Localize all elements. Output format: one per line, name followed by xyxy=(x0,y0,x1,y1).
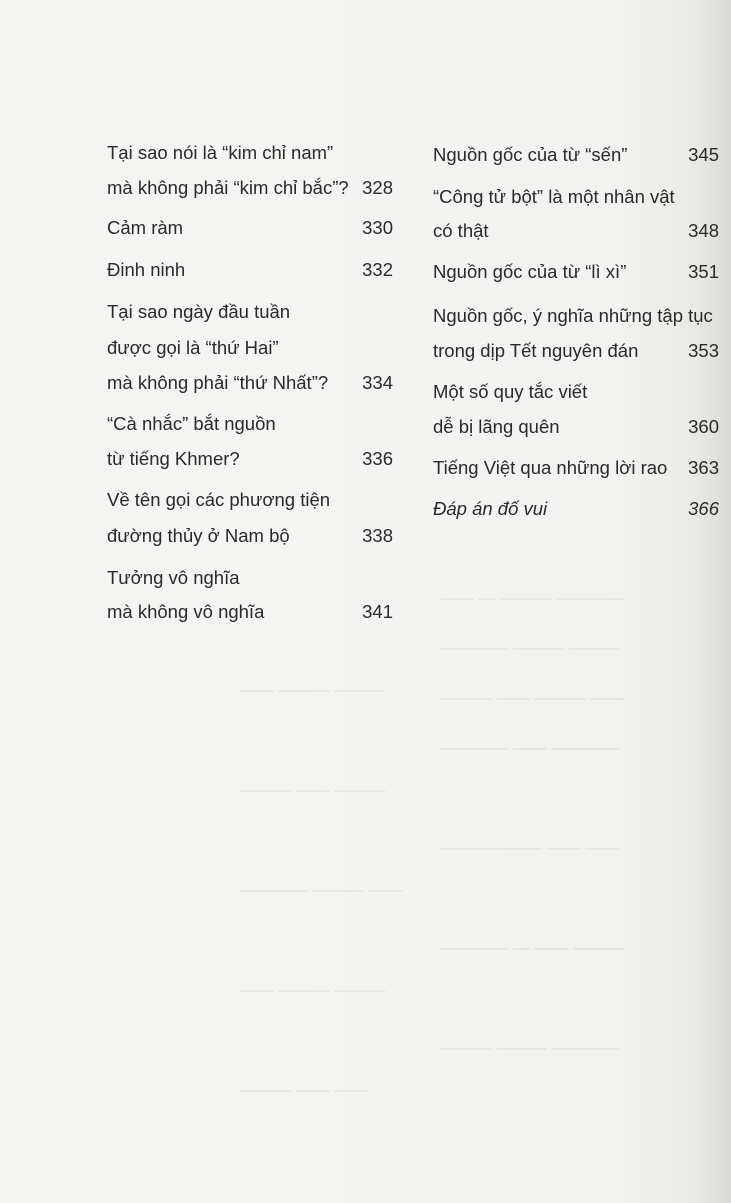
toc-page-number: 360 xyxy=(688,416,719,437)
toc-page-number: 328 xyxy=(362,177,393,198)
toc-entry-title: Tưởng vô nghĩa xyxy=(107,567,240,588)
toc-entry-line xyxy=(433,216,719,246)
toc-entry-line xyxy=(433,140,719,170)
toc-page-number: 338 xyxy=(362,525,393,546)
toc-page-number: 336 xyxy=(362,448,393,469)
show-through-text: ——— —— ——— xyxy=(240,780,386,799)
toc-entry-title: Tiếng Việt qua những lời rao xyxy=(433,457,668,478)
toc-entry-line xyxy=(433,453,719,483)
toc-entry-title: Nguồn gốc, ý nghĩa những tập tục xyxy=(433,305,713,326)
toc-entry-title: mà không phải “thứ Nhất”? xyxy=(107,372,329,393)
toc-entry-title: “Cà nhắc” bắt nguồn xyxy=(107,413,276,434)
toc-page-number: 332 xyxy=(362,259,393,280)
toc-page-number: 330 xyxy=(362,217,393,238)
show-through-text: ——— ——— —— xyxy=(240,680,386,699)
show-through-text: ——— —— — ———— xyxy=(440,938,625,957)
toc-entry-title: mà không vô nghĩa xyxy=(107,601,265,622)
show-through-text: —— —— ——— xyxy=(240,1080,369,1099)
toc-entry-title: Tại sao ngày đầu tuần xyxy=(107,301,291,322)
toc-entry-line xyxy=(107,255,393,285)
show-through-text: —— ——— ———— xyxy=(240,880,403,899)
toc-entry-title: mà không phải “kim chỉ bắc”? xyxy=(107,177,349,198)
toc-entry-line xyxy=(433,377,719,407)
show-through-text: ———— ——— ——— xyxy=(440,1038,620,1057)
show-through-text: ——— ——— ———— xyxy=(440,638,620,657)
toc-entry-line xyxy=(107,173,393,203)
show-through-text: ——— ——— —— xyxy=(240,980,386,999)
toc-entry-title: Tại sao nói là “kim chỉ nam” xyxy=(107,142,334,163)
toc-entry-title: Nguồn gốc của từ “lì xì” xyxy=(433,261,627,282)
toc-page-number: 351 xyxy=(688,261,719,282)
toc-entry-title: từ tiếng Khmer? xyxy=(107,448,240,469)
toc-entry-title: có thật xyxy=(433,220,489,241)
toc-entry-title: đường thủy ở Nam bộ xyxy=(107,525,290,546)
toc-page-number: 353 xyxy=(688,340,719,361)
toc-page-number: 345 xyxy=(688,144,719,165)
toc-entry-title: Đáp án đố vui xyxy=(433,498,548,519)
toc-page-number: 363 xyxy=(688,457,719,478)
show-through-text: —— —— —————— xyxy=(440,838,620,857)
toc-entry-line xyxy=(433,336,719,366)
toc-entry-title: Đinh ninh xyxy=(107,259,186,280)
toc-entry-title: Nguồn gốc của từ “sến” xyxy=(433,144,628,165)
toc-page-number: 348 xyxy=(688,220,719,241)
toc-entry-line xyxy=(107,333,393,363)
toc-page-number: 334 xyxy=(362,372,393,393)
toc-entry-line xyxy=(107,297,393,327)
toc-entry-line xyxy=(107,597,393,627)
toc-entry-line xyxy=(433,257,719,287)
toc-entry-title: Về tên gọi các phương tiện xyxy=(107,489,331,510)
show-through-text: ———— ——— — —— xyxy=(440,588,625,607)
toc-entry-title: dễ bị lãng quên xyxy=(433,416,560,437)
toc-entry-title: Cảm ràm xyxy=(107,217,184,238)
toc-entry-line xyxy=(107,138,393,168)
toc-entry-title: “Công tử bột” là một nhân vật xyxy=(433,186,675,207)
toc-entry-line xyxy=(107,409,393,439)
toc-entry-line xyxy=(433,182,719,212)
toc-entry-line xyxy=(433,494,719,524)
show-through-text: —— ——— —— ——— xyxy=(440,688,625,707)
toc-entry-line xyxy=(433,301,719,331)
toc-entry-line xyxy=(107,521,393,551)
toc-page-number: 366 xyxy=(688,498,719,519)
toc-entry-line xyxy=(107,485,393,515)
toc-entry-title: trong dịp Tết nguyên đán xyxy=(433,340,639,361)
toc-page-number: 341 xyxy=(362,601,393,622)
show-through-text: ———— —— ———— xyxy=(440,738,620,757)
toc-entry-line xyxy=(107,563,393,593)
toc-entry-line xyxy=(107,368,393,398)
toc-entry-title: được gọi là “thứ Hai” xyxy=(107,337,279,358)
toc-entry-line xyxy=(107,213,393,243)
toc-entry-line xyxy=(107,444,393,474)
toc-entry-title: Một số quy tắc viết xyxy=(433,381,588,402)
toc-entry-line xyxy=(433,412,719,442)
